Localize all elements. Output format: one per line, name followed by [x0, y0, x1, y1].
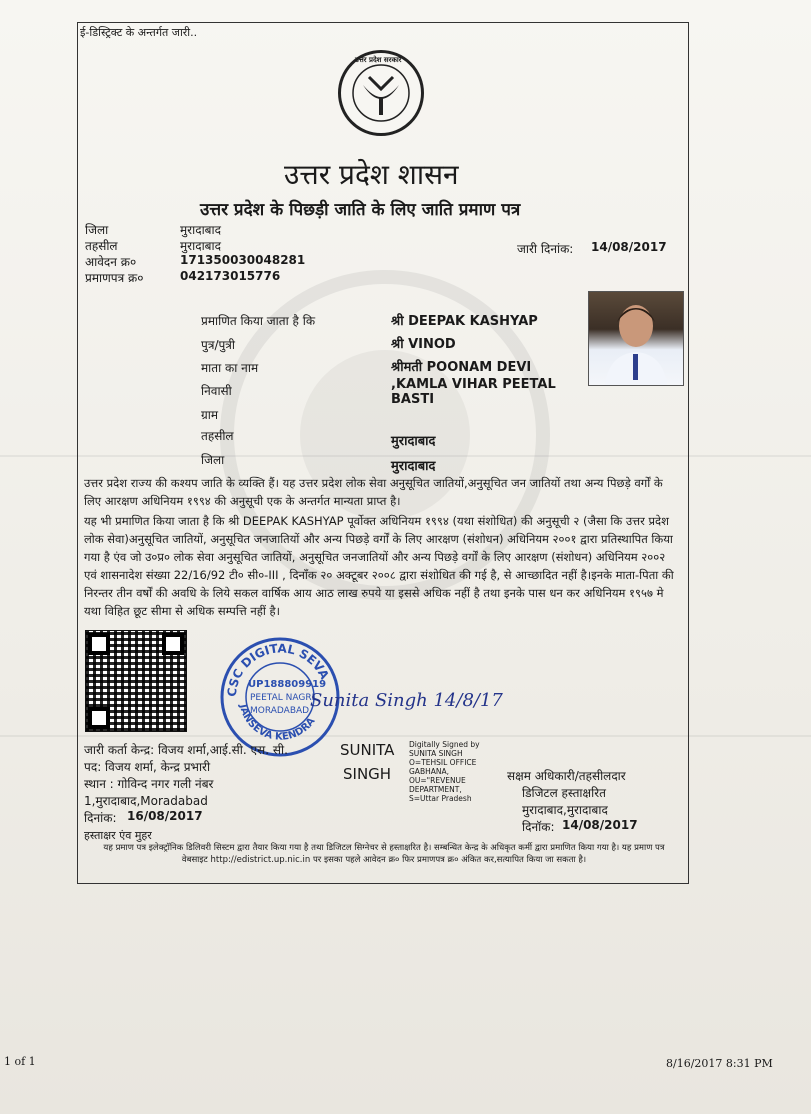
- up-government-emblem-icon: [338, 50, 424, 136]
- meta-label: प्रमाणपत्र क्र०: [85, 271, 144, 285]
- detail-label: पुत्र/पुत्री: [201, 338, 236, 352]
- qr-finder-icon: [88, 633, 110, 655]
- meta-value: 171350030048281: [180, 253, 306, 267]
- meta-value: 042173015776: [180, 269, 281, 283]
- detail-value: ,KAMLA VIHAR PEETAL: [391, 377, 556, 392]
- meta-label: आवेदन क्र०: [85, 255, 137, 269]
- digital-sign-line: DEPARTMENT,: [409, 785, 462, 794]
- signer-name-1: SUNITA: [340, 741, 395, 759]
- detail-label: जिला: [201, 453, 225, 467]
- meta-value: मुरादाबाद: [180, 239, 222, 253]
- digital-sign-line: SUNITA SINGH: [409, 749, 463, 758]
- footer-note: यह प्रमाण पत्र इलेक्ट्रॉनिक डिलिवरी सिस्टम द्वारा तैयार किया गया है तथा डिजिटल सिग्नेचर से हस्ताक्षरित है। सम्बन्धित केन्द्र के अधिकृत कर्मी द्वारा प्रमाणित किया गया है। यह प्रमाण पत्र वेबसाइट http://edistrict.up.nic.in पर इसका पहले आवेदन क्र० फिर प्रमाणपत्र क्र० अंकित कर,सत्यापित किया जा सकता है।: [103, 843, 665, 865]
- detail-value: श्रीमती POONAM DEVI: [391, 360, 532, 375]
- authority-date: 14/08/2017: [562, 818, 638, 832]
- digital-sign-line: OU="REVENUE: [409, 776, 466, 785]
- stamp-ring-text: CSC DIGITAL SEVA: [224, 641, 332, 698]
- issuer-seal-label: हस्ताक्षर एंव मुहर: [84, 829, 152, 842]
- detail-value: मुरादाबाद: [391, 459, 436, 474]
- certification-paragraph-2: यह भी प्रमाणित किया जाता है कि श्री DEEPAK KASHYAP पूर्वोक्त अधिनियम १९९४ (यथा संशोधित) की अनुसूची २ (जैसा कि उत्तर प्रदेश लोक सेवा)अनुसूचित जातियों, अनुसूचित जनजातियों और अन्य पिछड़े वर्गों के लिए आरक्षण (संशोधन) अधिनियम २००१ द्वारा प्रतिस्थापित किया गया है एंव जो उ०प्र० लोक सेवा अनुसूचित जातियों, अनुसूचित जनजातियों और अन्य पिछड़े वर्गों के लिए आरक्षण (संशोधन) अधिनियम २००२ एवं शासनादेश संख्या 22/16/92 टी० सी०-III , दिनाँक २० अक्टूबर २००८ द्वारा संशोधित की गई है, से आच्छादित नहीं है।इनके माता-पिता की निरन्तर तीन वर्षों की अवधि के लिये सकल वार्षिक आय आठ लाख रुपये या इससे अधिक नहीं है तथा इनके पास धन कर अधिनियम १९५७ मे यथा विहित छूट सीमा से अधिक सम्पत्ति नहीं है।: [84, 514, 674, 618]
- detail-label: निवासी: [201, 384, 232, 398]
- stamp-line: MORADABAD: [250, 706, 310, 716]
- stamp-line: UP188809919: [248, 679, 327, 690]
- emblem-text: उत्तर प्रदेश सरकार: [355, 56, 402, 64]
- print-timestamp: 8/16/2017 8:31 PM: [666, 1057, 773, 1070]
- stamp-ring-text-bottom: JANSEVA KENDRA: [237, 703, 318, 743]
- issuer-date-label: दिनांक:: [84, 811, 117, 825]
- issue-date-value: 14/08/2017: [591, 240, 667, 254]
- authority-date-label: दिनॉक:: [522, 820, 555, 834]
- qr-code: [85, 630, 187, 732]
- issuer-center: जारी कर्ता केन्द्र: विजय शर्मा,आई.सी. एस. सी.: [84, 743, 288, 757]
- detail-label: प्रमाणित किया जाता है कि: [201, 314, 316, 328]
- meta-label: जिला: [85, 223, 109, 237]
- detail-value: मुरादाबाद: [391, 434, 436, 449]
- qr-finder-icon: [88, 707, 110, 729]
- page-title: उत्तर प्रदेश शासन: [284, 158, 459, 191]
- header-note: ई-डिस्ट्रिक्ट के अन्तर्गत जारी..: [80, 26, 198, 39]
- signer-name-2: SINGH: [343, 765, 392, 783]
- authority-title: सक्षम अधिकारी/तहसीलदार: [507, 769, 626, 783]
- detail-value: श्री VINOD: [391, 337, 456, 352]
- stamp-line: PEETAL NAGRI: [250, 693, 315, 703]
- detail-label: ग्राम: [201, 408, 219, 422]
- digital-sign-line: O=TEHSIL OFFICE: [409, 758, 477, 767]
- detail-label: माता का नाम: [201, 361, 259, 375]
- certification-paragraph-1: उत्तर प्रदेश राज्य की कश्यप जाति के व्यक्ति हैं। यह उत्तर प्रदेश लोक सेवा अनुसूचित जातियों,अनुसूचित जन जातियों तथा अन्य पिछड़े वर्गों के लिए आरक्षण अधिनियम १९९४ की अनुसूची एक के अन्तर्गत मान्यता प्राप्त है।: [84, 476, 663, 508]
- qr-finder-icon: [162, 633, 184, 655]
- meta-label: तहसील: [85, 239, 118, 253]
- authority-line-2: डिजिटल हस्ताक्षरित: [522, 786, 606, 800]
- page-subtitle: उत्तर प्रदेश के पिछड़ी जाति के लिए जाति प्रमाण पत्र: [200, 200, 521, 220]
- issue-date-label: जारी दिनांक:: [517, 242, 574, 256]
- meta-value: मुरादाबाद: [180, 223, 222, 237]
- digital-sign-line: Digitally Signed by: [409, 740, 480, 749]
- digital-sign-line: GABHANA,: [409, 767, 449, 776]
- detail-label: तहसील: [201, 429, 234, 443]
- issuer-date: 16/08/2017: [127, 809, 203, 823]
- issuer-place: स्थान : गोविन्द नगर गली नंबर: [84, 777, 214, 791]
- detail-value: श्री DEEPAK KASHYAP: [391, 314, 538, 329]
- detail-value-cont: BASTI: [391, 392, 435, 407]
- handwritten-signature: Sunita Singh 14/8/17: [310, 690, 503, 711]
- digital-sign-line: S=Uttar Pradesh: [409, 794, 472, 803]
- applicant-photo: [588, 291, 684, 386]
- issuer-post: पद: विजय शर्मा, केन्द्र प्रभारी: [84, 760, 211, 774]
- authority-line-3: मुरादाबाद,मुरादाबाद: [522, 803, 608, 817]
- print-page-number: 1 of 1: [4, 1055, 36, 1068]
- issuer-place-2: 1,मुरादाबाद,Moradabad: [84, 794, 208, 808]
